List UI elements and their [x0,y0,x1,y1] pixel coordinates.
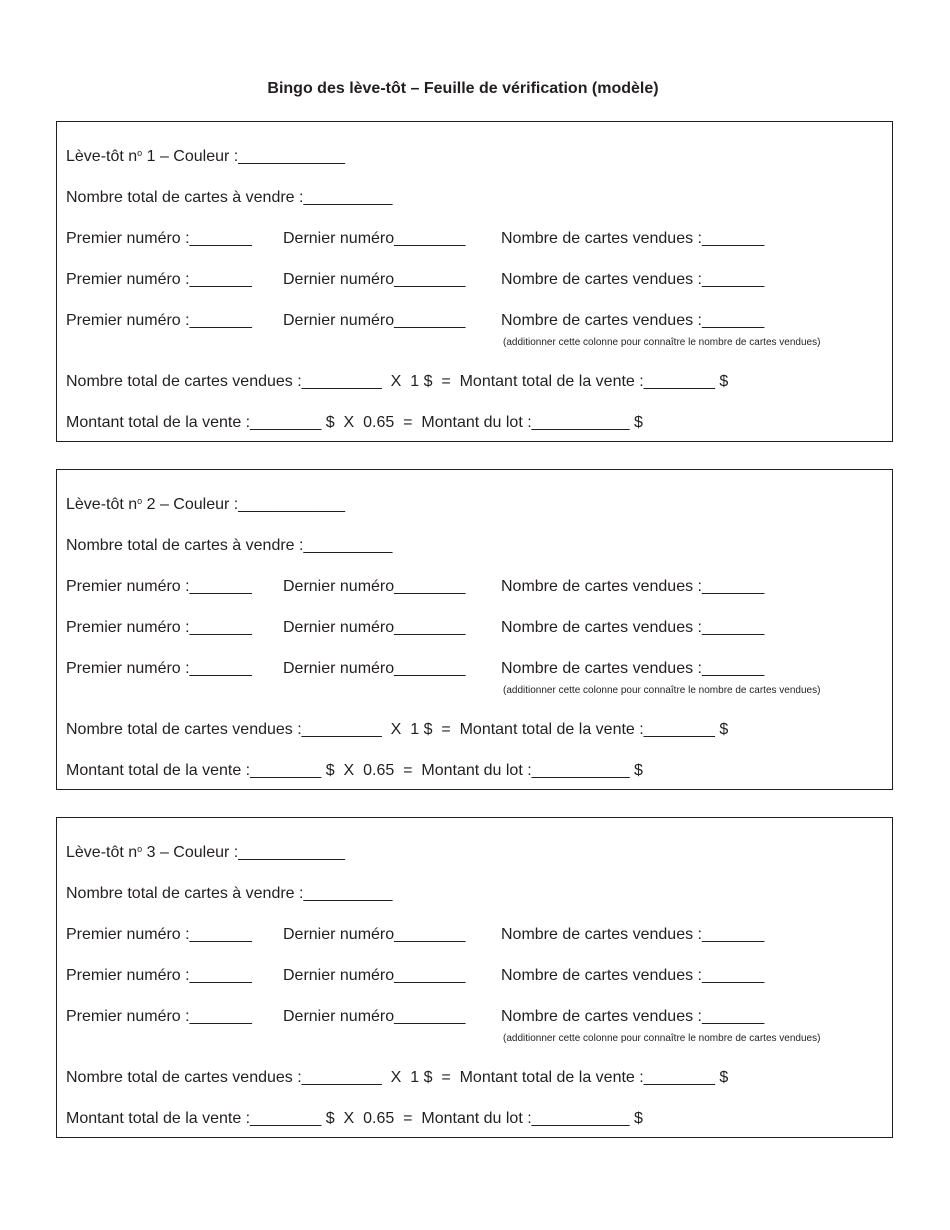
cards-sold-field[interactable]: Nombre de cartes vendues :_______ [501,578,765,595]
header-ordinal: o [137,496,143,506]
cards-sold-field[interactable]: Nombre de cartes vendues :_______ [501,619,765,636]
header-ordinal: o [137,844,143,854]
total-sold-calculation[interactable]: Nombre total de cartes vendues :_________ X 1 $ = Montant total de la vente :________ $ [66,1069,729,1086]
cards-sold-field[interactable]: Nombre de cartes vendues :_______ [501,230,765,247]
prize-calculation[interactable]: Montant total de la vente :________ $ X 0.65 = Montant du lot :___________ $ [66,1110,643,1127]
sum-column-note: (additionner cette colonne pour connaître le nombre de cartes vendues) [503,1033,821,1044]
section-header [66,495,345,515]
first-number-field[interactable]: Premier numéro :_______ [66,271,252,288]
prize-calculation[interactable]: Montant total de la vente :________ $ X 0.65 = Montant du lot :___________ $ [66,414,643,431]
last-number-field[interactable]: Dernier numéro________ [283,967,466,984]
sum-column-note: (additionner cette colonne pour connaître le nombre de cartes vendues) [503,337,821,348]
last-number-field[interactable]: Dernier numéro________ [283,271,466,288]
cards-sold-field[interactable]: Nombre de cartes vendues :_______ [501,271,765,288]
last-number-field[interactable]: Dernier numéro________ [283,619,466,636]
early-bird-section-3 [56,817,893,1138]
last-number-field[interactable]: Dernier numéro________ [283,926,466,943]
last-number-field[interactable]: Dernier numéro________ [283,230,466,247]
total-sold-calculation[interactable]: Nombre total de cartes vendues :_________ X 1 $ = Montant total de la vente :________ $ [66,721,729,738]
first-number-field[interactable]: Premier numéro :_______ [66,926,252,943]
first-number-field[interactable]: Premier numéro :_______ [66,230,252,247]
first-number-field[interactable]: Premier numéro :_______ [66,660,252,677]
early-bird-section-1 [56,121,893,442]
cards-sold-field[interactable]: Nombre de cartes vendues :_______ [501,967,765,984]
last-number-field[interactable]: Dernier numéro________ [283,660,466,677]
total-cards-to-sell-field[interactable]: Nombre total de cartes à vendre :__________ [66,885,393,902]
header-color-field[interactable]: 2 – Couleur :____________ [142,496,346,513]
total-cards-to-sell-field[interactable]: Nombre total de cartes à vendre :__________ [66,537,393,554]
cards-sold-field[interactable]: Nombre de cartes vendues :_______ [501,312,765,329]
first-number-field[interactable]: Premier numéro :_______ [66,1008,252,1025]
header-ordinal: o [137,148,143,158]
header-color-field[interactable]: 1 – Couleur :____________ [142,148,346,165]
prize-calculation[interactable]: Montant total de la vente :________ $ X 0.65 = Montant du lot :___________ $ [66,762,643,779]
header-prefix: Lève-tôt n [66,148,138,165]
cards-sold-field[interactable]: Nombre de cartes vendues :_______ [501,1008,765,1025]
page-title: Bingo des lève-tôt – Feuille de vérification (modèle) [267,80,659,97]
last-number-field[interactable]: Dernier numéro________ [283,312,466,329]
total-cards-to-sell-field[interactable]: Nombre total de cartes à vendre :__________ [66,189,393,206]
header-color-field[interactable]: 3 – Couleur :____________ [142,844,346,861]
early-bird-section-2 [56,469,893,790]
first-number-field[interactable]: Premier numéro :_______ [66,312,252,329]
last-number-field[interactable]: Dernier numéro________ [283,578,466,595]
cards-sold-field[interactable]: Nombre de cartes vendues :_______ [501,660,765,677]
first-number-field[interactable]: Premier numéro :_______ [66,578,252,595]
section-header [66,147,345,167]
first-number-field[interactable]: Premier numéro :_______ [66,967,252,984]
sum-column-note: (additionner cette colonne pour connaître le nombre de cartes vendues) [503,685,821,696]
cards-sold-field[interactable]: Nombre de cartes vendues :_______ [501,926,765,943]
total-sold-calculation[interactable]: Nombre total de cartes vendues :_________ X 1 $ = Montant total de la vente :________ $ [66,373,729,390]
section-header [66,843,345,863]
header-prefix: Lève-tôt n [66,844,138,861]
last-number-field[interactable]: Dernier numéro________ [283,1008,466,1025]
first-number-field[interactable]: Premier numéro :_______ [66,619,252,636]
header-prefix: Lève-tôt n [66,496,138,513]
